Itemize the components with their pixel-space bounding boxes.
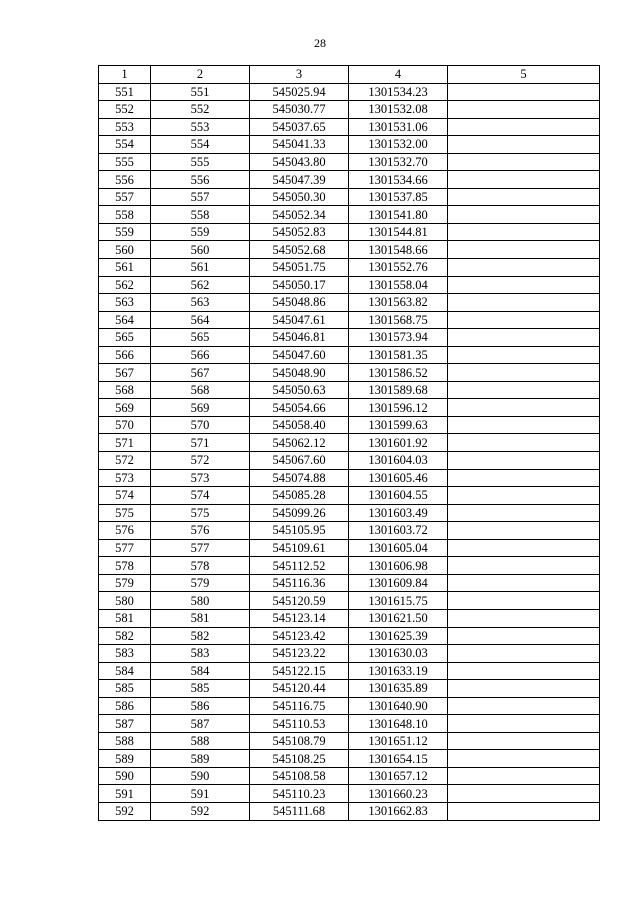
table-cell xyxy=(448,153,600,171)
table-cell: 585 xyxy=(151,680,250,698)
table-cell: 582 xyxy=(151,627,250,645)
table-row xyxy=(99,469,600,487)
table-cell: 545105.95 xyxy=(250,522,349,540)
table-cell: 1301630.03 xyxy=(349,645,448,663)
table-cell: 545050.17 xyxy=(250,276,349,294)
table-cell: 1301532.00 xyxy=(349,136,448,154)
table-cell: 1301635.89 xyxy=(349,680,448,698)
table-cell: 545030.77 xyxy=(250,101,349,119)
table-cell xyxy=(448,487,600,505)
table-cell: 592 xyxy=(99,802,151,820)
table-cell: 545108.25 xyxy=(250,750,349,768)
table-cell: 578 xyxy=(151,557,250,575)
table-cell: 590 xyxy=(99,767,151,785)
table-row xyxy=(99,802,600,820)
table-cell: 567 xyxy=(151,364,250,382)
table-cell: 545048.86 xyxy=(250,294,349,312)
table-row xyxy=(99,645,600,663)
table-cell: 557 xyxy=(99,188,151,206)
table-cell: 587 xyxy=(151,715,250,733)
table-cell: 1301596.12 xyxy=(349,399,448,417)
table-cell xyxy=(448,680,600,698)
table-cell: 581 xyxy=(151,609,250,627)
table-row xyxy=(99,504,600,522)
table-row xyxy=(99,364,600,382)
table-cell xyxy=(448,785,600,803)
table-cell: 545116.75 xyxy=(250,697,349,715)
table-cell: 579 xyxy=(151,574,250,592)
table-row xyxy=(99,118,600,136)
table-cell xyxy=(448,627,600,645)
table-cell: 545048.90 xyxy=(250,364,349,382)
table-cell: 545025.94 xyxy=(250,83,349,101)
table-cell: 545085.28 xyxy=(250,487,349,505)
table-cell xyxy=(448,802,600,820)
table-cell: 577 xyxy=(151,539,250,557)
table-cell: 555 xyxy=(99,153,151,171)
table-row xyxy=(99,452,600,470)
table-cell: 1301648.10 xyxy=(349,715,448,733)
table-cell: 545037.65 xyxy=(250,118,349,136)
table-cell: 1301640.90 xyxy=(349,697,448,715)
table-cell: 551 xyxy=(99,83,151,101)
table-cell: 1301603.72 xyxy=(349,522,448,540)
table-cell xyxy=(448,434,600,452)
table-cell: 567 xyxy=(99,364,151,382)
table-cell: 551 xyxy=(151,83,250,101)
table-cell: 570 xyxy=(99,416,151,434)
table-row xyxy=(99,276,600,294)
table-row xyxy=(99,241,600,259)
table-cell: 1301660.23 xyxy=(349,785,448,803)
table-cell: 1301534.66 xyxy=(349,171,448,189)
table-cell: 1301532.70 xyxy=(349,153,448,171)
table-cell xyxy=(448,311,600,329)
table-row xyxy=(99,416,600,434)
table-cell: 580 xyxy=(99,592,151,610)
table-cell: 545120.44 xyxy=(250,680,349,698)
table-row xyxy=(99,750,600,768)
table-cell: 575 xyxy=(99,504,151,522)
column-header: 1 xyxy=(99,66,151,84)
table-cell: 586 xyxy=(151,697,250,715)
table-row xyxy=(99,188,600,206)
table-cell: 545067.60 xyxy=(250,452,349,470)
table-cell: 1301604.55 xyxy=(349,487,448,505)
table-cell xyxy=(448,276,600,294)
column-header: 4 xyxy=(349,66,448,84)
table-cell: 1301541.80 xyxy=(349,206,448,224)
table-cell: 565 xyxy=(151,329,250,347)
table-cell: 1301573.94 xyxy=(349,329,448,347)
table-cell: 558 xyxy=(151,206,250,224)
table-cell: 573 xyxy=(99,469,151,487)
table-cell: 545110.53 xyxy=(250,715,349,733)
table-row xyxy=(99,732,600,750)
table-cell xyxy=(448,767,600,785)
table-cell: 545123.42 xyxy=(250,627,349,645)
table-cell: 1301662.83 xyxy=(349,802,448,820)
table-cell: 571 xyxy=(151,434,250,452)
table-cell: 556 xyxy=(151,171,250,189)
table-cell: 1301606.98 xyxy=(349,557,448,575)
table-cell: 552 xyxy=(151,101,250,119)
table-cell xyxy=(448,346,600,364)
table-cell: 569 xyxy=(99,399,151,417)
table-cell xyxy=(448,697,600,715)
table-cell: 545047.61 xyxy=(250,311,349,329)
table-cell xyxy=(448,118,600,136)
table-header xyxy=(99,66,600,84)
table-cell xyxy=(448,381,600,399)
table-cell xyxy=(448,504,600,522)
table-cell: 545108.58 xyxy=(250,767,349,785)
table-cell: 585 xyxy=(99,680,151,698)
table-cell: 545120.59 xyxy=(250,592,349,610)
table-cell: 552 xyxy=(99,101,151,119)
table-cell: 571 xyxy=(99,434,151,452)
table-row xyxy=(99,83,600,101)
table-cell: 545052.34 xyxy=(250,206,349,224)
table-cell xyxy=(448,539,600,557)
table-cell: 572 xyxy=(99,452,151,470)
table-cell: 568 xyxy=(151,381,250,399)
table-cell: 561 xyxy=(151,259,250,277)
table-cell: 1301586.52 xyxy=(349,364,448,382)
table-cell: 1301657.12 xyxy=(349,767,448,785)
table-cell: 1301568.75 xyxy=(349,311,448,329)
table-cell: 572 xyxy=(151,452,250,470)
table-cell: 1301581.35 xyxy=(349,346,448,364)
table-row xyxy=(99,329,600,347)
table-cell xyxy=(448,416,600,434)
table-cell xyxy=(448,223,600,241)
table-cell: 589 xyxy=(99,750,151,768)
table-cell: 560 xyxy=(151,241,250,259)
table-cell xyxy=(448,294,600,312)
table-cell xyxy=(448,452,600,470)
table-cell: 545110.23 xyxy=(250,785,349,803)
table-cell xyxy=(448,399,600,417)
table-row xyxy=(99,101,600,119)
table-cell: 559 xyxy=(99,223,151,241)
table-cell xyxy=(448,715,600,733)
table-cell: 1301609.84 xyxy=(349,574,448,592)
table-cell: 568 xyxy=(99,381,151,399)
table-cell: 1301558.04 xyxy=(349,276,448,294)
table-row xyxy=(99,434,600,452)
table-cell: 556 xyxy=(99,171,151,189)
table-row xyxy=(99,136,600,154)
table-row xyxy=(99,557,600,575)
table-cell: 545052.68 xyxy=(250,241,349,259)
table-row xyxy=(99,399,600,417)
table-cell xyxy=(448,662,600,680)
table-cell xyxy=(448,259,600,277)
table-cell: 560 xyxy=(99,241,151,259)
table-cell: 569 xyxy=(151,399,250,417)
table-cell: 565 xyxy=(99,329,151,347)
table-cell: 1301615.75 xyxy=(349,592,448,610)
table-cell: 564 xyxy=(151,311,250,329)
table-cell: 1301601.92 xyxy=(349,434,448,452)
table-cell: 545099.26 xyxy=(250,504,349,522)
table-cell xyxy=(448,364,600,382)
table-row xyxy=(99,259,600,277)
table-cell: 1301544.81 xyxy=(349,223,448,241)
table-row xyxy=(99,627,600,645)
table-row xyxy=(99,592,600,610)
table-row xyxy=(99,153,600,171)
table-cell: 1301599.63 xyxy=(349,416,448,434)
table-cell: 555 xyxy=(151,153,250,171)
table-cell: 570 xyxy=(151,416,250,434)
table-row xyxy=(99,539,600,557)
table-cell: 1301633.19 xyxy=(349,662,448,680)
table-cell: 578 xyxy=(99,557,151,575)
table-cell: 589 xyxy=(151,750,250,768)
table-cell: 1301605.04 xyxy=(349,539,448,557)
table-cell: 554 xyxy=(151,136,250,154)
table-cell: 1301621.50 xyxy=(349,609,448,627)
table-cell xyxy=(448,645,600,663)
table-cell: 1301605.46 xyxy=(349,469,448,487)
table-cell: 561 xyxy=(99,259,151,277)
table-cell: 554 xyxy=(99,136,151,154)
table-cell: 545074.88 xyxy=(250,469,349,487)
table-cell: 591 xyxy=(151,785,250,803)
table-cell: 545050.63 xyxy=(250,381,349,399)
table-cell: 545116.36 xyxy=(250,574,349,592)
table-cell: 1301654.15 xyxy=(349,750,448,768)
table-cell: 564 xyxy=(99,311,151,329)
table-cell: 583 xyxy=(151,645,250,663)
table-cell xyxy=(448,522,600,540)
table-cell: 545058.40 xyxy=(250,416,349,434)
table-cell: 1301532.08 xyxy=(349,101,448,119)
table-cell: 558 xyxy=(99,206,151,224)
table-cell: 586 xyxy=(99,697,151,715)
table-cell: 1301537.85 xyxy=(349,188,448,206)
table-cell: 584 xyxy=(151,662,250,680)
table-cell xyxy=(448,557,600,575)
table-cell: 1301534.23 xyxy=(349,83,448,101)
table-cell: 1301589.68 xyxy=(349,381,448,399)
table-cell: 545041.33 xyxy=(250,136,349,154)
table-cell: 557 xyxy=(151,188,250,206)
table-cell: 588 xyxy=(99,732,151,750)
table-cell: 588 xyxy=(151,732,250,750)
table-cell: 553 xyxy=(99,118,151,136)
table-cell: 545123.14 xyxy=(250,609,349,627)
table-cell xyxy=(448,469,600,487)
table-cell: 583 xyxy=(99,645,151,663)
table-row xyxy=(99,346,600,364)
table-cell: 562 xyxy=(151,276,250,294)
table-row xyxy=(99,697,600,715)
table-row xyxy=(99,294,600,312)
table-cell xyxy=(448,609,600,627)
table-cell xyxy=(448,136,600,154)
table-row xyxy=(99,767,600,785)
page-number: 28 xyxy=(314,36,326,50)
table-cell: 591 xyxy=(99,785,151,803)
table-cell: 576 xyxy=(151,522,250,540)
table-cell: 545054.66 xyxy=(250,399,349,417)
table-cell: 553 xyxy=(151,118,250,136)
table-cell: 566 xyxy=(151,346,250,364)
table-cell: 545111.68 xyxy=(250,802,349,820)
table-cell: 1301552.76 xyxy=(349,259,448,277)
table-row xyxy=(99,609,600,627)
column-header: 5 xyxy=(448,66,600,84)
table-cell: 1301651.12 xyxy=(349,732,448,750)
table-cell: 1301604.03 xyxy=(349,452,448,470)
table-cell xyxy=(448,83,600,101)
table-cell: 574 xyxy=(99,487,151,505)
table-row xyxy=(99,715,600,733)
table-row xyxy=(99,223,600,241)
coordinates-table xyxy=(98,65,600,821)
table-cell: 545112.52 xyxy=(250,557,349,575)
table-cell: 1301563.82 xyxy=(349,294,448,312)
table-cell: 577 xyxy=(99,539,151,557)
table-cell xyxy=(448,206,600,224)
table-row xyxy=(99,206,600,224)
table-cell xyxy=(448,101,600,119)
table-row xyxy=(99,381,600,399)
table-row xyxy=(99,311,600,329)
table-cell: 1301548.66 xyxy=(349,241,448,259)
table-cell: 575 xyxy=(151,504,250,522)
table-row xyxy=(99,522,600,540)
table-cell: 545122.15 xyxy=(250,662,349,680)
table-cell: 590 xyxy=(151,767,250,785)
table-cell: 580 xyxy=(151,592,250,610)
table-cell: 579 xyxy=(99,574,151,592)
table-cell: 587 xyxy=(99,715,151,733)
table-cell: 581 xyxy=(99,609,151,627)
table-cell: 545052.83 xyxy=(250,223,349,241)
table-cell: 1301531.06 xyxy=(349,118,448,136)
table-cell: 576 xyxy=(99,522,151,540)
table-cell: 574 xyxy=(151,487,250,505)
table-cell: 545062.12 xyxy=(250,434,349,452)
table-cell xyxy=(448,750,600,768)
header-row xyxy=(99,66,600,84)
column-header: 2 xyxy=(151,66,250,84)
table-cell: 545046.81 xyxy=(250,329,349,347)
table-cell xyxy=(448,241,600,259)
table-cell: 562 xyxy=(99,276,151,294)
table-row xyxy=(99,574,600,592)
table-cell: 545109.61 xyxy=(250,539,349,557)
table-cell: 573 xyxy=(151,469,250,487)
table-body xyxy=(99,83,600,820)
table-row xyxy=(99,680,600,698)
table-cell: 566 xyxy=(99,346,151,364)
table-cell: 545051.75 xyxy=(250,259,349,277)
table-cell: 1301625.39 xyxy=(349,627,448,645)
table-cell xyxy=(448,732,600,750)
table-row xyxy=(99,171,600,189)
table-cell xyxy=(448,592,600,610)
table-cell: 545050.30 xyxy=(250,188,349,206)
table-cell: 545123.22 xyxy=(250,645,349,663)
table-cell: 545043.80 xyxy=(250,153,349,171)
table-cell xyxy=(448,574,600,592)
table-cell: 1301603.49 xyxy=(349,504,448,522)
table-row xyxy=(99,785,600,803)
table-cell: 563 xyxy=(151,294,250,312)
column-header: 3 xyxy=(250,66,349,84)
table-cell xyxy=(448,188,600,206)
table-cell: 559 xyxy=(151,223,250,241)
table-cell: 563 xyxy=(99,294,151,312)
table-cell: 545108.79 xyxy=(250,732,349,750)
table-cell xyxy=(448,329,600,347)
table-cell: 545047.39 xyxy=(250,171,349,189)
table-row xyxy=(99,662,600,680)
table-cell: 592 xyxy=(151,802,250,820)
table-row xyxy=(99,487,600,505)
table-cell: 545047.60 xyxy=(250,346,349,364)
table-cell: 582 xyxy=(99,627,151,645)
table-cell: 584 xyxy=(99,662,151,680)
table-cell xyxy=(448,171,600,189)
